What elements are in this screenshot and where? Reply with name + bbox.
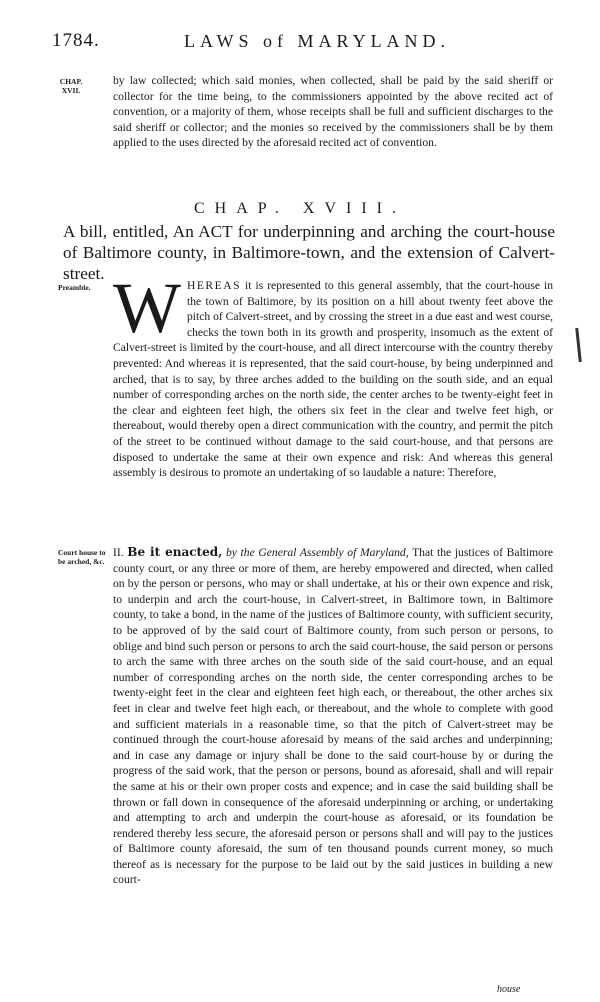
preamble-text: it is represented to this general assembly, that the court-house in the town of Baltimore, by its position on a hill about twenty feet above the pitch of Calvert-street, and by crossing the street in a due east and west course, checks the town both in its growth and prosperity, insomuch as the extent of Calvert-street is limited by the court-house, and all direct intercourse with the country thereby prevented: And whereas it is represented, that the said court-house, by being underpinned and arched, that is to say, by three arches added to the building on the south side, and an equal number of corresponding arches on the north side, the center arches to be twenty-eight feet in the clear and eighteen feet high, the others six feet in the clear and twelve feet high, or thereabout, would thereby open a direct communication with the country, and permit the pitch of the street to be continued without damage to the said court-house, and that persons are disposed to undertake the same at their own expence and risk: And whereas this general assembly is desirous to promote an undertaking of so laudable a nature: Therefore, xyxy=(113,279,553,480)
margin-pen-mark xyxy=(575,328,582,362)
section-margin-label: Court house to be arched, &c. xyxy=(58,548,106,566)
page-header xyxy=(52,30,552,60)
preamble-dropcap: W xyxy=(113,268,181,348)
enacting-authority: by the General Assembly of Maryland, xyxy=(222,546,409,559)
section-number: II. xyxy=(113,546,124,559)
section-text: That the justices of Baltimore county court, or any three or more of them, are hereby empowered and directed, when called on by the person or persons, who may or shall undertake, at his or their own expence and risk, to underpin and arch the court-house, in Calvert-street, in Baltimore town, in Baltimore county, to take a bond, in the name of the justices of Baltimore county, with sufficient security, to be approved of by the said court of Baltimore county, from such person or persons, to oblige and bind such person or persons to arch the said court-house, the said person or persons to arch the same with three arches on the south side of the said court-house, and an equal number of corresponding arches on the north side, the center corresponding arches to be twenty-eight feet in the clear and eighteen feet high each, or thereabout, the other arches six feet in clear and twelve feet high each, or thereabout, and the whole to complete with good and sufficient materials in a reasonable time, so that the pitch of Calvert-street may be continued through the court-house aforesaid by means of the said arches and underpinning; and in case any damage or injury shall be done to the said court-house by or during the progress of the said work, that the person or persons, bound as aforesaid, shall and will repair the same at his or their own proper costs and expence; and in case the said building shall be thrown or fall down in consequence of the aforesaid underpinning or arching, or undertaking and attempting to arch and underpin the court-house as aforesaid, or its foundation be rendered thereby less secure, the aforesaid person or persons shall and will pay to the justices of Baltimore county aforesaid, the sum of ten thousand pounds current money, so much thereof as is necessary for the purpose to be laid out by the said justices in building a new court- xyxy=(113,546,553,887)
bill-title: A bill, entitled, An ACT for underpinning and arching the court-house of Baltimore county, in Baltimore-town, and the extension of Calvert-street. xyxy=(63,222,555,283)
preamble-lead-word: HEREAS xyxy=(186,279,242,292)
catchword: house xyxy=(497,984,521,995)
chapter-margin-label: CHAP. XVII. xyxy=(59,77,83,95)
continuation-paragraph: by law collected; which said monies, when collected, shall be paid by the said sheriff or collector for the time being, to the commissioners appointed by the above recited act of convention, or a majority of them, whose receipts shall be full and sufficient discharges to the said sheriff or collector; and the monies so received by the commissioners shall be by them applied to the uses directed by the aforesaid recited act of convention. xyxy=(113,74,553,150)
page-year: 1784. xyxy=(52,30,100,51)
enacting-words: Be it enacted, xyxy=(127,545,223,559)
section-two-paragraph xyxy=(113,545,553,888)
preamble-paragraph xyxy=(113,268,553,481)
running-title: LAWS of MARYLAND. xyxy=(184,31,451,51)
preamble-margin-label: Preamble. xyxy=(58,283,91,292)
chapter-heading: CHAP. XVIII. xyxy=(194,200,406,217)
